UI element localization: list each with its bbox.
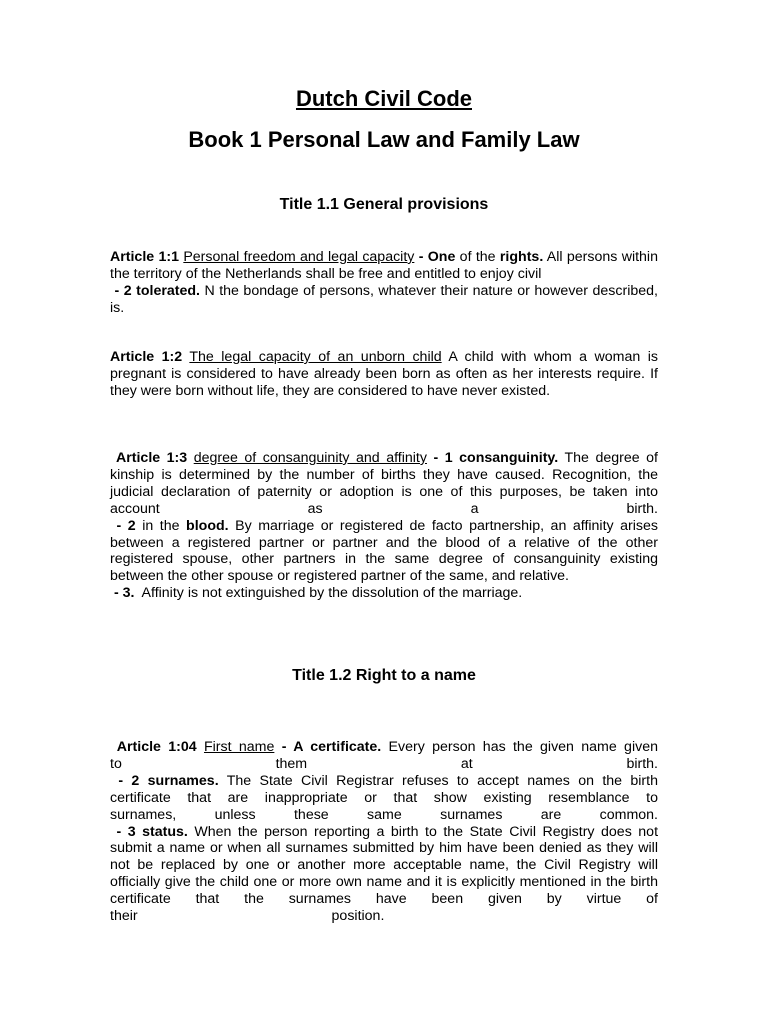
article-1-4-paragraph-2: - 2 surnames. The State Civil Registrar refuses to accept names on the birth certificate that are inappropriate or that show existing resemblance to bbox=[110, 772, 658, 806]
article-number: Article 1:3 bbox=[110, 450, 188, 466]
article-1-3 bbox=[110, 450, 658, 602]
article-1-4 bbox=[110, 739, 658, 925]
article-1-4-paragraph-1: Article 1:04 First name - A certificate. Every person has the given name given bbox=[110, 739, 658, 755]
article-1-2-paragraph-1: Article 1:2 The legal capacity of an unborn child A child with whom a woman is pregnant is considered to have already been born as often as her interests require. If they were born without life, they are considered to have never existed. bbox=[110, 349, 658, 399]
article-1-3-paragraph-2: - 2 in the blood. By marriage or registered de facto partnership, an affinity arises between a registered partner or partner and the blood of a relative of the other registered spouse, other partners in the same degree of consanguinity existing between the other spouse or registered partner of the same, and relative. bbox=[110, 517, 658, 585]
article-1-4-paragraph-3-cont: their position. bbox=[110, 908, 385, 925]
document-title: Dutch Civil Code bbox=[295, 86, 472, 111]
article-1-3-paragraph-3: - 3. Affinity is not extinguished by the dissolution of the marriage. bbox=[110, 585, 523, 602]
section-title-1-2: Title 1.2 Right to a name bbox=[292, 667, 476, 684]
article-1-4-paragraph-3: - 3 status. When the person reporting a birth to the State Civil Registry does not submit a name or when all surnames submitted by him have been denied as they will not be replaced by one or another more acceptable name, the Civil Registry will officially give the child one or more own name and it is explicitly mentioned in the birth certificate that the surnames have been given by virtue of bbox=[110, 823, 659, 908]
article-topic: The legal capacity of an unborn child bbox=[189, 349, 442, 365]
article-1-4-paragraph-2-cont: surnames, unless these same surnames are common. bbox=[110, 806, 658, 823]
article-1-1-paragraph-2: - 2 tolerated. N the bondage of persons, whatever their nature or however described, is. bbox=[110, 282, 658, 316]
article-1-2 bbox=[110, 349, 658, 400]
article-1-4-paragraph-1-cont: to them at birth. bbox=[110, 755, 658, 772]
article-1-1 bbox=[110, 249, 658, 317]
article-topic: degree of consanguinity and affinity bbox=[193, 450, 427, 466]
article-number: Article 1:04 bbox=[110, 739, 197, 755]
article-1-3-paragraph-1: Article 1:3 degree of consanguinity and affinity - 1 consanguinity. The degree of kinship is determined by the number of births they have caused. Recognition, the judicial declaration of paternity or adoption is one of this purposes, be taken into account as a birth. bbox=[110, 450, 658, 517]
document-subtitle: Book 1 Personal Law and Family Law bbox=[188, 127, 580, 152]
article-number: Article 1:1 bbox=[110, 249, 179, 265]
article-topic: First name bbox=[203, 739, 275, 755]
section-title-1-1: Title 1.1 General provisions bbox=[279, 196, 489, 213]
article-topic: Personal freedom and legal capacity bbox=[183, 249, 415, 265]
article-number: Article 1:2 bbox=[110, 349, 183, 365]
article-1-1-paragraph-1: Article 1:1 Personal freedom and legal capacity - One of the rights. All persons within the territory of the Netherlands shall be free and entitled to enjoy civil bbox=[110, 249, 658, 282]
